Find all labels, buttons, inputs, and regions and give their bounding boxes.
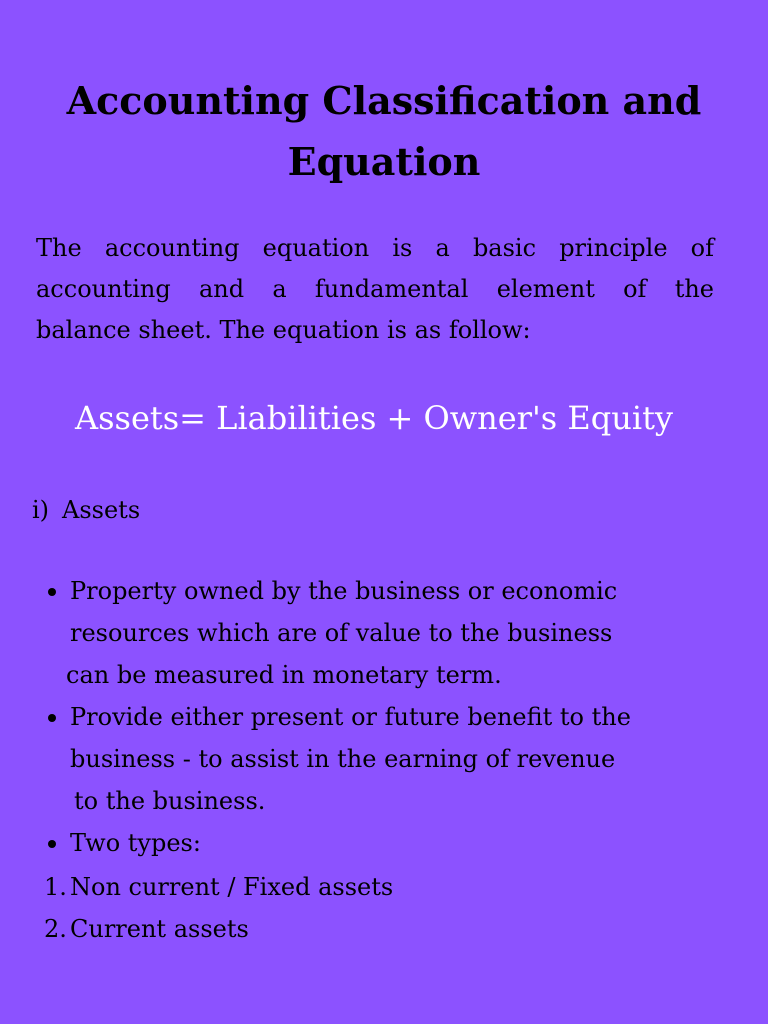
asset-types-list xyxy=(44,866,393,950)
bullet-item xyxy=(44,696,704,822)
bullet-line: Provide either present or future benefit to the xyxy=(70,703,631,731)
bullet-line: to the business. xyxy=(74,787,266,815)
bullet-line: can be measured in monetary term. xyxy=(66,661,502,689)
title-line-1: Accounting Classification and xyxy=(66,78,702,123)
section-heading xyxy=(32,490,140,530)
bullet-dot-icon xyxy=(48,714,56,722)
bullet-item xyxy=(44,822,704,864)
bullet-line: Two types: xyxy=(70,829,201,857)
asset-type-item xyxy=(44,866,393,908)
intro-line-1: The accounting equation is a basic principle of xyxy=(36,234,714,262)
asset-type-item xyxy=(44,908,393,950)
section-number: i) xyxy=(32,496,50,524)
asset-type-number: 1. xyxy=(44,873,67,901)
bullet-line: Property owned by the business or economic xyxy=(70,577,618,605)
bullet-dot-icon xyxy=(48,840,56,848)
intro-paragraph xyxy=(36,228,714,351)
section-title: Assets xyxy=(62,496,141,524)
bullet-dot-icon xyxy=(48,588,56,596)
bullet-item xyxy=(44,570,704,696)
intro-line-2: accounting and a fundamental element of the xyxy=(36,275,714,303)
bullet-line: business - to assist in the earning of revenue xyxy=(70,745,616,773)
assets-bullet-list xyxy=(44,570,704,864)
asset-type-label: Non current / Fixed assets xyxy=(70,873,394,901)
title-line-2: Equation xyxy=(287,139,481,184)
accounting-equation: Assets= Liabilities + Owner's Equity xyxy=(75,399,673,437)
bullet-line: resources which are of value to the business xyxy=(70,619,613,647)
page-title xyxy=(40,70,728,192)
asset-type-label: Current assets xyxy=(70,915,249,943)
asset-type-number: 2. xyxy=(44,915,67,943)
intro-line-3: balance sheet. The equation is as follow: xyxy=(36,316,531,344)
